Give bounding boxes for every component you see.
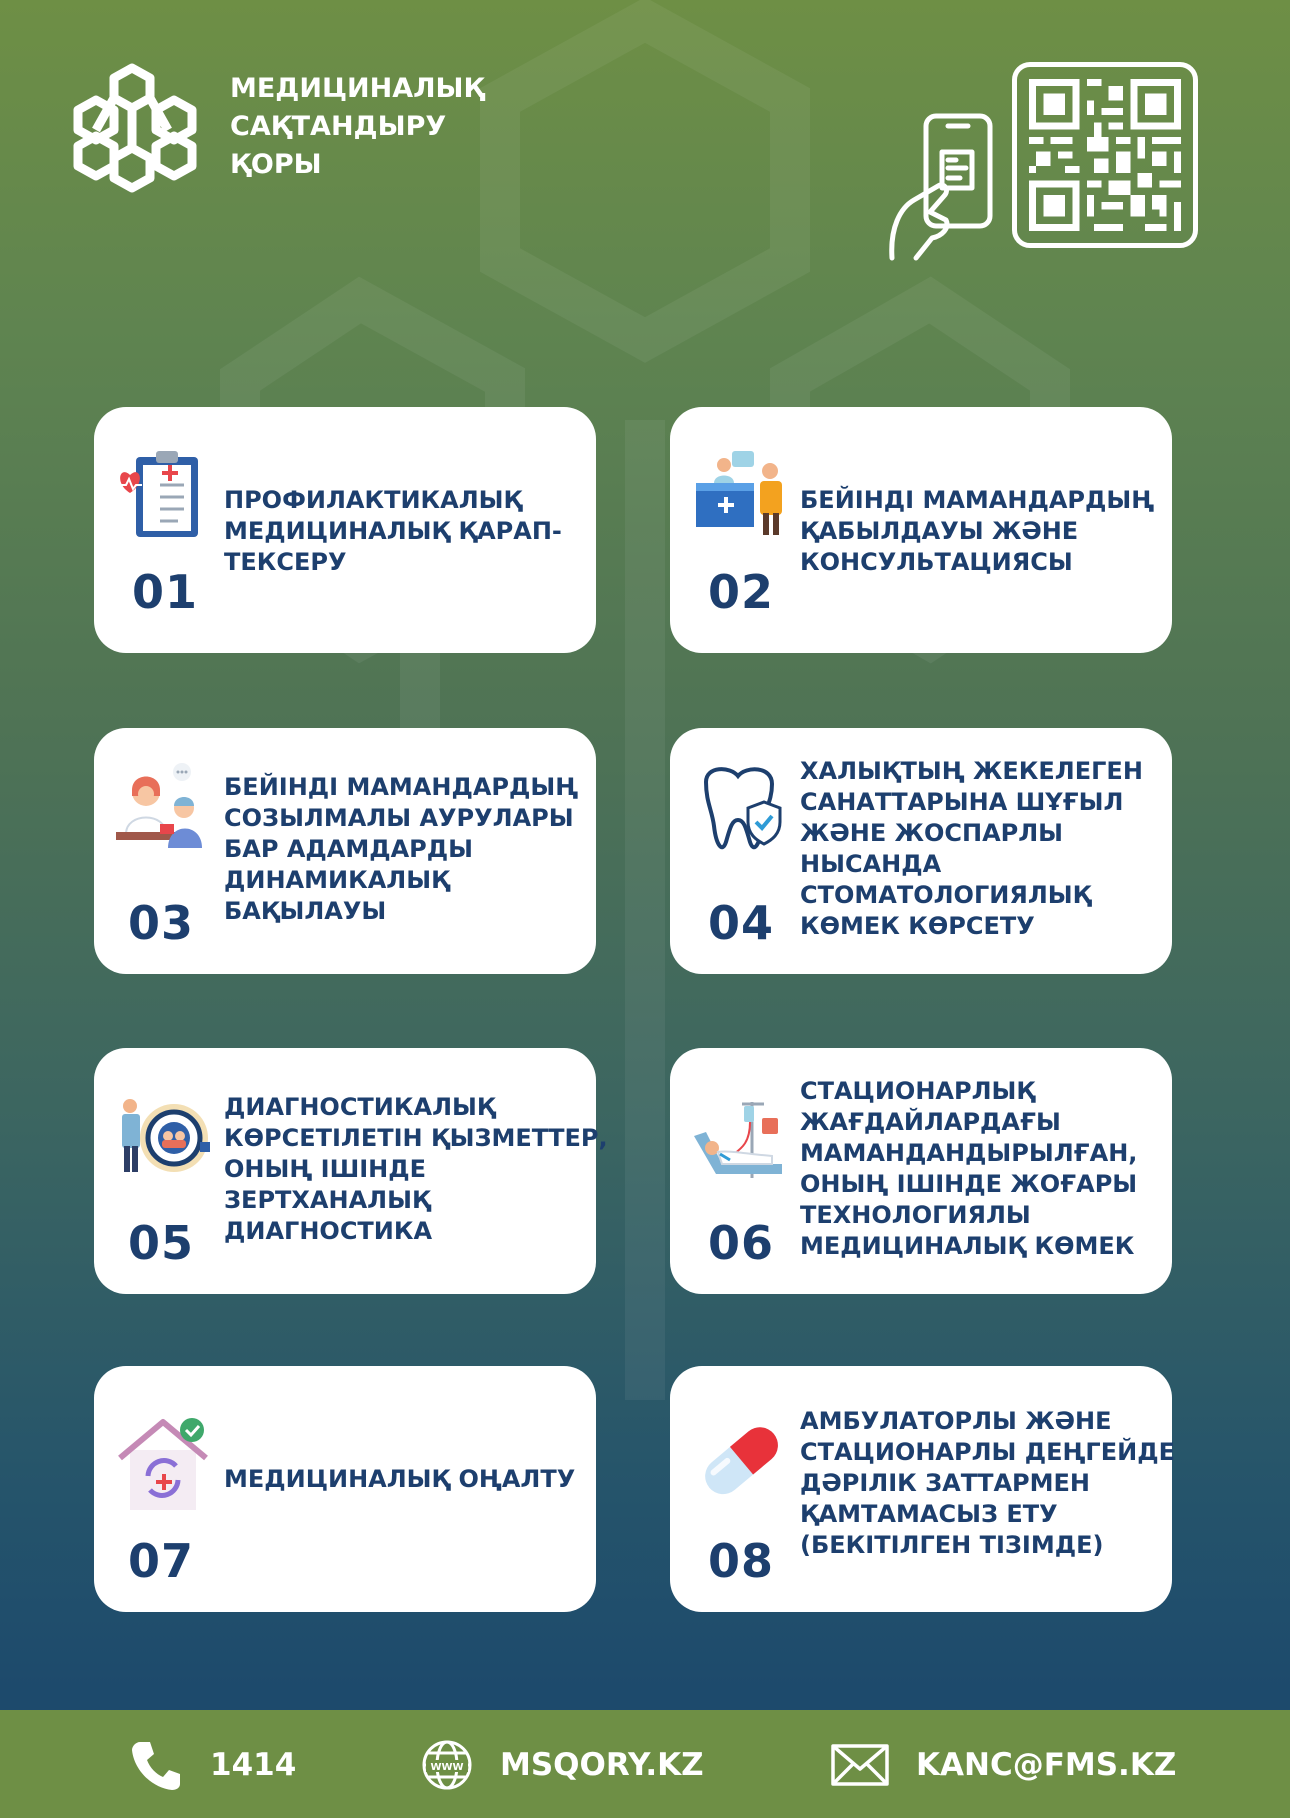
email-link[interactable]: KANC@FMS.KZ	[916, 1747, 1177, 1783]
service-number-04: 04	[708, 896, 775, 950]
text-line: МЕДИЦИНАЛЫҚ КӨМЕК	[800, 1232, 1135, 1260]
service-card-08	[670, 1366, 1175, 1612]
service-text-04	[800, 756, 1166, 942]
text-line: ТЕКСЕРУ	[224, 548, 347, 576]
service-card-02	[670, 407, 1172, 653]
phone-scan-icon	[886, 108, 998, 266]
text-line: МЕДИЦИНАЛЫҚ ОҢАЛТУ	[224, 1465, 576, 1493]
svg-text:WWW: WWW	[430, 1762, 464, 1773]
hospital-bed-icon	[692, 1098, 788, 1198]
service-number-01: 01	[132, 565, 199, 619]
text-line: СТАЦИОНАРЛЫҚ	[800, 1077, 1035, 1105]
qr-code-icon	[1012, 62, 1198, 248]
footer-email[interactable]	[830, 1738, 1176, 1792]
text-line: ЗЕРТХАНАЛЫҚ	[224, 1186, 431, 1214]
text-line: ЖАҒДАЙЛАРДАҒЫ	[800, 1108, 1061, 1136]
rehabilitation-home-icon	[116, 1414, 212, 1514]
service-text-07	[224, 1464, 590, 1495]
text-line: МАМАНДАНДЫРЫЛҒАН,	[800, 1139, 1138, 1167]
globe-icon	[420, 1738, 474, 1792]
qr-code-pattern	[1029, 79, 1181, 231]
phone-icon	[130, 1738, 184, 1792]
service-card-01	[94, 407, 596, 653]
service-number-08: 08	[708, 1534, 775, 1588]
service-text-02	[800, 485, 1166, 578]
doctor-patient-icon	[116, 762, 212, 862]
service-number-07: 07	[128, 1534, 195, 1588]
footer-website[interactable]	[420, 1738, 704, 1792]
footer-contacts	[0, 1710, 1290, 1818]
text-line: КӨМЕК КӨРСЕТУ	[800, 912, 1035, 940]
brand-name	[230, 70, 484, 184]
phone-number[interactable]: 1414	[210, 1747, 297, 1783]
text-line: АМБУЛАТОРЛЫ ЖӘНЕ	[800, 1407, 1112, 1435]
text-line: ДӘРІЛІК ЗАТТАРМЕН	[800, 1469, 1091, 1497]
text-line: ПРОФИЛАКТИКАЛЫҚ	[224, 486, 523, 514]
diagnostic-scanner-icon	[116, 1096, 212, 1196]
text-line: БЕЙІНДІ МАМАНДАРДЫҢ	[800, 486, 1155, 514]
text-line: ЖӘНЕ ЖОСПАРЛЫ	[800, 819, 1064, 847]
text-line: МЕДИЦИНАЛЫҚ ҚАРАП-	[224, 517, 562, 545]
text-line: ТЕХНОЛОГИЯЛЫ	[800, 1201, 1031, 1229]
text-line: (БЕКІТІЛГЕН ТІЗІМДЕ)	[800, 1531, 1104, 1559]
text-line: ОНЫҢ ІШІНДЕ	[224, 1155, 427, 1183]
service-text-05	[224, 1092, 608, 1247]
clipboard-heart-icon	[116, 445, 212, 545]
text-line: НЫСАНДА	[800, 850, 942, 878]
text-line: ХАЛЫҚТЫҢ ЖЕКЕЛЕГЕН	[800, 757, 1143, 785]
service-text-01	[224, 485, 590, 578]
envelope-icon	[830, 1741, 890, 1789]
footer-phone[interactable]	[130, 1738, 296, 1792]
text-line: ДИАГНОСТИКА	[224, 1217, 433, 1245]
tooth-shield-icon	[692, 762, 788, 862]
text-line: КОНСУЛЬТАЦИЯСЫ	[800, 548, 1073, 576]
service-number-02: 02	[708, 565, 775, 619]
text-line: СТОМАТОЛОГИЯЛЫҚ	[800, 881, 1092, 909]
brand-line-3: ҚОРЫ	[230, 149, 322, 180]
service-card-05	[94, 1048, 608, 1294]
text-line: ДИНАМИКАЛЫҚ	[224, 866, 450, 894]
service-card-04	[670, 728, 1172, 974]
text-line: СОЗЫЛМАЛЫ АУРУЛАРЫ	[224, 804, 574, 832]
service-text-03	[224, 772, 590, 927]
text-line: БЕЙІНДІ МАМАНДАРДЫҢ	[224, 773, 579, 801]
text-line: КӨРСЕТІЛЕТІН ҚЫЗМЕТТЕР,	[224, 1124, 608, 1152]
service-text-06	[800, 1076, 1166, 1262]
service-card-07	[94, 1366, 596, 1612]
brand-line-1: МЕДИЦИНАЛЫҚ	[230, 73, 485, 104]
service-number-03: 03	[128, 896, 195, 950]
service-card-03	[94, 728, 596, 974]
service-text-08	[800, 1406, 1175, 1561]
pill-capsule-icon	[692, 1412, 788, 1512]
text-line: ОНЫҢ ІШІНДЕ ЖОҒАРЫ	[800, 1170, 1138, 1198]
text-line: САНАТТАРЫНА ШҰҒЫЛ	[800, 788, 1124, 816]
text-line: ҚАБЫЛДАУЫ ЖӘНЕ	[800, 517, 1079, 545]
service-card-06	[670, 1048, 1172, 1294]
reception-desk-icon	[692, 443, 788, 543]
service-number-05: 05	[128, 1216, 195, 1270]
fund-logo-icon	[66, 60, 198, 196]
text-line: СТАЦИОНАРЛЫ ДЕҢГЕЙДЕ	[800, 1438, 1175, 1466]
text-line: ДИАГНОСТИКАЛЫҚ	[224, 1093, 496, 1121]
text-line: БАҚЫЛАУЫ	[224, 897, 387, 925]
text-line: ҚАМТАМАСЫЗ ЕТУ	[800, 1500, 1058, 1528]
text-line: БАР АДАМДАРДЫ	[224, 835, 473, 863]
brand-line-2: САҚТАНДЫРУ	[230, 111, 447, 142]
service-number-06: 06	[708, 1216, 775, 1270]
website-link[interactable]: MSQORY.KZ	[500, 1747, 704, 1783]
